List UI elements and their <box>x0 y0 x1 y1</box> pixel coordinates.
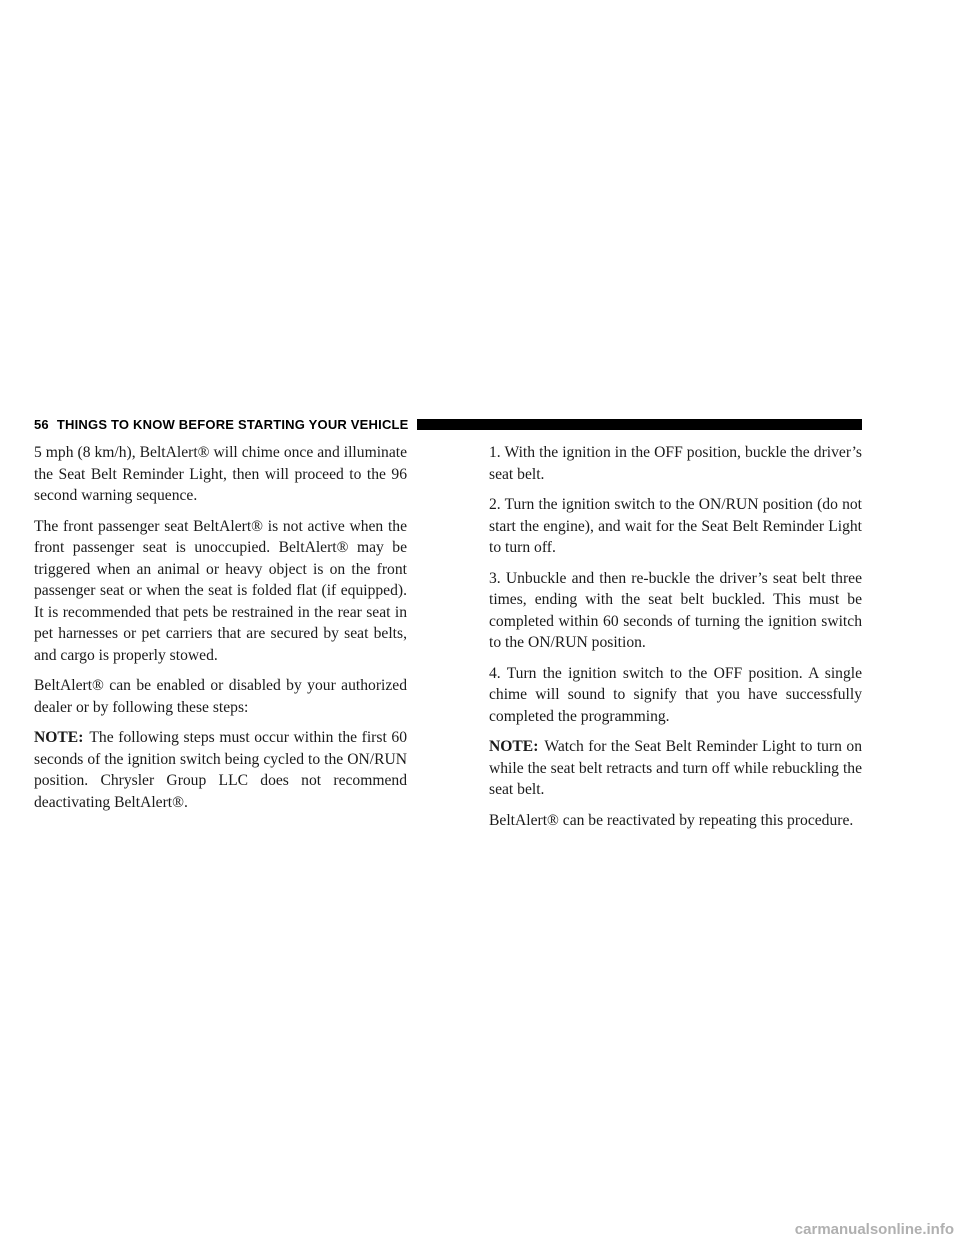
page-header <box>34 417 862 431</box>
paragraph-reactivate: BeltAlert® can be reactivated by repeating this procedure. <box>489 811 854 829</box>
page-number: 56 <box>34 416 49 432</box>
section-title: THINGS TO KNOW BEFORE STARTING YOUR VEHICLE <box>56 416 409 432</box>
note-text: Watch for the Seat Belt Reminder Light to turn on while the seat belt retracts and turn off while rebuckling the seat belt. <box>489 738 862 798</box>
step-4: 4. Turn the ignition switch to the OFF position. A single chime will sound to signify that you have successfully completed the programming. <box>489 664 862 725</box>
watermark: carmanualsonline.info <box>794 1221 954 1238</box>
right-column <box>489 442 862 840</box>
header-rule-bar <box>417 419 862 430</box>
paragraph-passenger-seat: The front passenger seat BeltAlert® is not active when the front passenger seat is unoccupied. BeltAlert® may be triggered when an animal or heavy object is on the front passenger seat or when the seat is folded flat (if equipped). It is recommended that pets be restrained in the rear seat in pet harnesses or pet carriers that are secured by seat belts, and cargo is properly stowed. <box>34 517 407 664</box>
paragraph-enable-disable: BeltAlert® can be enabled or disabled by your authorized dealer or by following these steps: <box>34 677 407 716</box>
note-label: NOTE: <box>489 738 539 755</box>
step-3: 3. Unbuckle and then re-buckle the driver’s seat belt three times, ending with the seat belt buckled. This must be completed within 60 seconds of turning the ignition switch to the ON/RUN position. <box>489 569 862 651</box>
step-2: 2. Turn the ignition switch to the ON/RUN position (do not start the engine), and wait for the Seat Belt Reminder Light to turn off. <box>489 496 862 556</box>
step-1: 1. With the ignition in the OFF position, buckle the driver’s seat belt. <box>489 444 862 483</box>
note-paragraph <box>34 727 407 813</box>
note-text: The following steps must occur within the first 60 seconds of the ignition switch being cycled to the ON/RUN position. Chrysler Group LLC does not recommend deactivating BeltAlert®. <box>34 729 407 811</box>
note-label: NOTE: <box>34 729 84 746</box>
note-paragraph <box>489 736 862 801</box>
paragraph-speed-chime: 5 mph (8 km/h), BeltAlert® will chime once and illuminate the Seat Belt Reminder Light, then will proceed to the 96 second warning sequence. <box>34 444 407 504</box>
left-column <box>34 442 407 822</box>
